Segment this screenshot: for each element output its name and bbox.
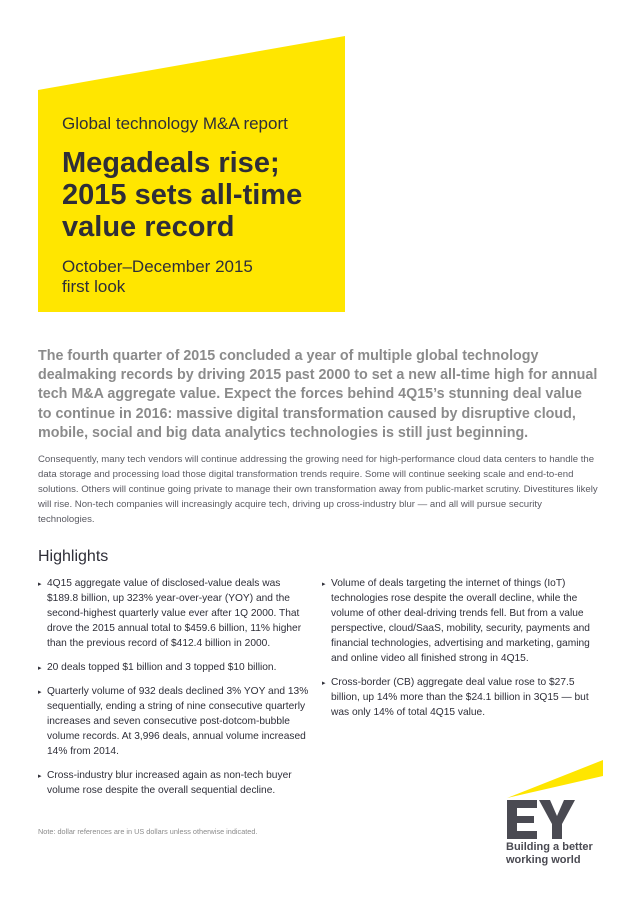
highlight-text: Volume of deals targeting the internet of things (IoT) technologies rose despite the overall decline, while the volume of other deal-driving trends fell. But from a value perspective, cloud/SaaS, mobility, security, payments and financial technologies, advertising and marketing, gaming and online video all finished strong in 4Q15.: [331, 578, 590, 664]
highlight-item: [38, 684, 313, 759]
lead-paragraph: The fourth quarter of 2015 concluded a year of multiple global technology dealmaking records by driving 2015 past 2000 to set a new all-time high for annual tech M&A aggregate value. Expect the forces behind 4Q15’s stunning deal value to continue in 2016: massive digital transformation caused by disruptive cloud, mobile, social and big data analytics technologies is still just beginning.: [38, 348, 598, 441]
report-title: [62, 147, 337, 243]
highlight-text: Cross-industry blur increased again as non-tech buyer volume rose despite the overall sequential decline.: [47, 770, 292, 796]
bullet-icon: ▸: [38, 665, 42, 672]
highlight-item: [322, 675, 602, 720]
report-title-line: value record: [62, 211, 235, 243]
report-title-line: 2015 sets all-time: [62, 179, 303, 211]
highlight-text: 4Q15 aggregate value of disclosed-value deals was $189.8 billion, up 323% year-over-year (YOY) and the second-highest quarterly value ever after 1Q 2000. That drove the 2015 annual total to $459.6 billion, 11% higher than the previous record of $412.4 billion in 2000.: [47, 578, 302, 649]
bullet-icon: ▸: [38, 689, 42, 696]
report-period: [62, 257, 332, 297]
ey-tagline-line: working world: [506, 854, 581, 866]
highlight-item: [38, 576, 313, 651]
bullet-icon: ▸: [38, 581, 42, 588]
bullet-icon: ▸: [322, 680, 326, 687]
ey-logo-letter-y: [539, 800, 575, 839]
report-subtitle: Global technology M&A report: [62, 114, 288, 133]
highlights-heading: Highlights: [38, 548, 109, 565]
highlight-item: [38, 660, 313, 675]
report-period-line: first look: [62, 277, 126, 296]
footnote: Note: dollar references are in US dollars unless otherwise indicated.: [38, 827, 258, 836]
report-title-line: Megadeals rise;: [62, 147, 280, 179]
highlight-item: [322, 576, 602, 666]
highlight-text: 20 deals topped $1 billion and 3 topped $10 billion.: [47, 662, 277, 673]
highlight-text: Quarterly volume of 932 deals declined 3% YOY and 13% sequentially, ending a string of nine consecutive quarterly increases and seven consecutive post-dotcom-bubble volume records. At 3,996 deals, annual volume increased 14% from 2014.: [47, 686, 309, 757]
highlight-item: [38, 768, 313, 798]
highlights-right-column: [322, 576, 602, 729]
body-paragraph: Consequently, many tech vendors will continue addressing the growing need for high-performance cloud data centers to handle the data storage and processing load those digital transformation trends require. Some will continue seeking scale and end-to-end solutions. Others will continue going private to manage their own transformation away from public-market scrutiny. Divestitures likely will rise. Non-tech companies will increasingly acquire tech, driving up cross-industry blur — and all will pursue security technologies.: [38, 454, 598, 525]
ey-logo-beam: [507, 760, 603, 798]
ey-tagline: [506, 841, 616, 867]
bullet-icon: ▸: [322, 581, 326, 588]
ey-logo-letter-e: [507, 800, 537, 839]
report-period-line: October–December 2015: [62, 257, 253, 276]
bullet-icon: ▸: [38, 773, 42, 780]
highlight-text: Cross-border (CB) aggregate deal value rose to $27.5 billion, up 14% more than the $24.1 billion in 3Q15 — but was only 14% of total 4Q15 value.: [331, 677, 589, 718]
highlights-left-column: [38, 576, 313, 807]
ey-tagline-line: Building a better: [506, 841, 593, 853]
